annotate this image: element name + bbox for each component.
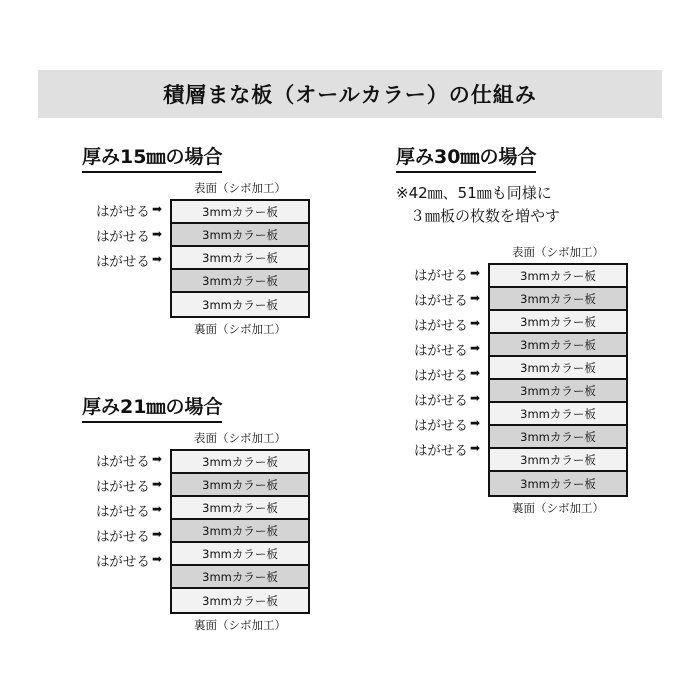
arrow-right-icon: ➡ bbox=[469, 416, 480, 430]
peel-label bbox=[414, 414, 480, 434]
arrow-right-icon: ➡ bbox=[469, 441, 480, 455]
layer-stack-21mm bbox=[170, 449, 310, 614]
peel-label bbox=[96, 500, 162, 520]
back-label-15mm: 裏面（シボ加工） bbox=[194, 322, 286, 336]
layer-stack-15mm bbox=[170, 199, 310, 318]
arrow-right-icon: ➡ bbox=[151, 477, 162, 491]
peel-label-text: はがせる bbox=[413, 293, 468, 309]
peel-label-text: はがせる bbox=[95, 504, 150, 520]
surface-label-21mm: 表面（シボ加工） bbox=[194, 431, 286, 445]
peel-label-text: はがせる bbox=[413, 368, 468, 384]
arrow-right-icon: ➡ bbox=[469, 291, 480, 305]
arrow-right-icon: ➡ bbox=[469, 391, 480, 405]
peel-label-text: はがせる bbox=[95, 254, 150, 270]
peel-label bbox=[96, 225, 162, 245]
color-layer: 3mmカラー板 bbox=[172, 520, 308, 543]
peel-label-text: はがせる bbox=[95, 229, 150, 245]
peel-label bbox=[96, 250, 162, 270]
section-heading-21mm: 厚み21㎜の場合 bbox=[82, 392, 222, 423]
peel-label bbox=[414, 364, 480, 384]
note-30mm bbox=[396, 182, 560, 229]
surface-label-30mm: 表面（シボ加工） bbox=[512, 245, 604, 259]
color-layer: 3mmカラー板 bbox=[172, 201, 308, 224]
arrow-right-icon: ➡ bbox=[469, 316, 480, 330]
color-layer: 3mmカラー板 bbox=[490, 472, 626, 495]
arrow-right-icon: ➡ bbox=[151, 452, 162, 466]
diagram-title-banner bbox=[38, 70, 662, 118]
color-layer: 3mmカラー板 bbox=[490, 357, 626, 380]
color-layer: 3mmカラー板 bbox=[172, 566, 308, 589]
color-layer: 3mmカラー板 bbox=[172, 543, 308, 566]
peel-label bbox=[414, 264, 480, 284]
peel-label-text: はがせる bbox=[413, 393, 468, 409]
color-layer: 3mmカラー板 bbox=[172, 247, 308, 270]
arrow-right-icon: ➡ bbox=[469, 366, 480, 380]
color-layer: 3mmカラー板 bbox=[172, 589, 308, 612]
color-layer: 3mmカラー板 bbox=[490, 288, 626, 311]
peel-label-text: はがせる bbox=[413, 318, 468, 334]
peel-label-text: はがせる bbox=[413, 343, 468, 359]
arrow-right-icon: ➡ bbox=[151, 252, 162, 266]
arrow-right-icon: ➡ bbox=[151, 527, 162, 541]
peel-label-text: はがせる bbox=[413, 418, 468, 434]
color-layer: 3mmカラー板 bbox=[490, 334, 626, 357]
stack-diagram-30mm bbox=[413, 244, 628, 516]
peel-label-text: はがせる bbox=[95, 454, 150, 470]
peel-label bbox=[414, 314, 480, 334]
color-layer: 3mmカラー板 bbox=[490, 449, 626, 472]
peel-label-text: はがせる bbox=[413, 443, 468, 459]
peel-label bbox=[96, 525, 162, 545]
peel-label-text: はがせる bbox=[95, 479, 150, 495]
color-layer: 3mmカラー板 bbox=[172, 497, 308, 520]
arrow-right-icon: ➡ bbox=[469, 266, 480, 280]
color-layer: 3mmカラー板 bbox=[490, 426, 626, 449]
note-line-2: ３㎜板の枚数を増やす bbox=[410, 207, 561, 226]
peel-label bbox=[414, 289, 480, 309]
peel-label bbox=[96, 475, 162, 495]
arrow-right-icon: ➡ bbox=[151, 227, 162, 241]
color-layer: 3mmカラー板 bbox=[490, 403, 626, 426]
note-line-1: ※42㎜、51㎜も同様に bbox=[396, 184, 552, 202]
peel-label bbox=[96, 550, 162, 570]
color-layer: 3mmカラー板 bbox=[490, 265, 626, 288]
color-layer: 3mmカラー板 bbox=[172, 293, 308, 316]
surface-label-15mm: 表面（シボ加工） bbox=[194, 181, 286, 195]
arrow-right-icon: ➡ bbox=[151, 202, 162, 216]
color-layer: 3mmカラー板 bbox=[172, 474, 308, 497]
layer-stack-30mm bbox=[488, 263, 628, 497]
peel-label bbox=[414, 439, 480, 459]
peel-label-text: はがせる bbox=[95, 554, 150, 570]
peel-label bbox=[96, 200, 162, 220]
stack-diagram-21mm bbox=[95, 430, 310, 633]
arrow-right-icon: ➡ bbox=[151, 552, 162, 566]
arrow-right-icon: ➡ bbox=[469, 341, 480, 355]
section-heading-15mm: 厚み15㎜の場合 bbox=[82, 142, 222, 173]
peel-label-text: はがせる bbox=[95, 204, 150, 220]
peel-label bbox=[414, 339, 480, 359]
back-label-30mm: 裏面（シボ加工） bbox=[512, 501, 604, 515]
peel-label bbox=[414, 389, 480, 409]
color-layer: 3mmカラー板 bbox=[490, 311, 626, 334]
color-layer: 3mmカラー板 bbox=[490, 380, 626, 403]
color-layer: 3mmカラー板 bbox=[172, 451, 308, 474]
stack-diagram-15mm bbox=[95, 180, 310, 337]
section-heading-30mm: 厚み30㎜の場合 bbox=[396, 142, 536, 173]
color-layer: 3mmカラー板 bbox=[172, 224, 308, 247]
peel-label-text: はがせる bbox=[95, 529, 150, 545]
page-title: 積層まな板（オールカラー）の仕組み bbox=[163, 83, 537, 107]
peel-label bbox=[96, 450, 162, 470]
back-label-21mm: 裏面（シボ加工） bbox=[194, 618, 286, 632]
peel-label-text: はがせる bbox=[413, 268, 468, 284]
color-layer: 3mmカラー板 bbox=[172, 270, 308, 293]
arrow-right-icon: ➡ bbox=[151, 502, 162, 516]
